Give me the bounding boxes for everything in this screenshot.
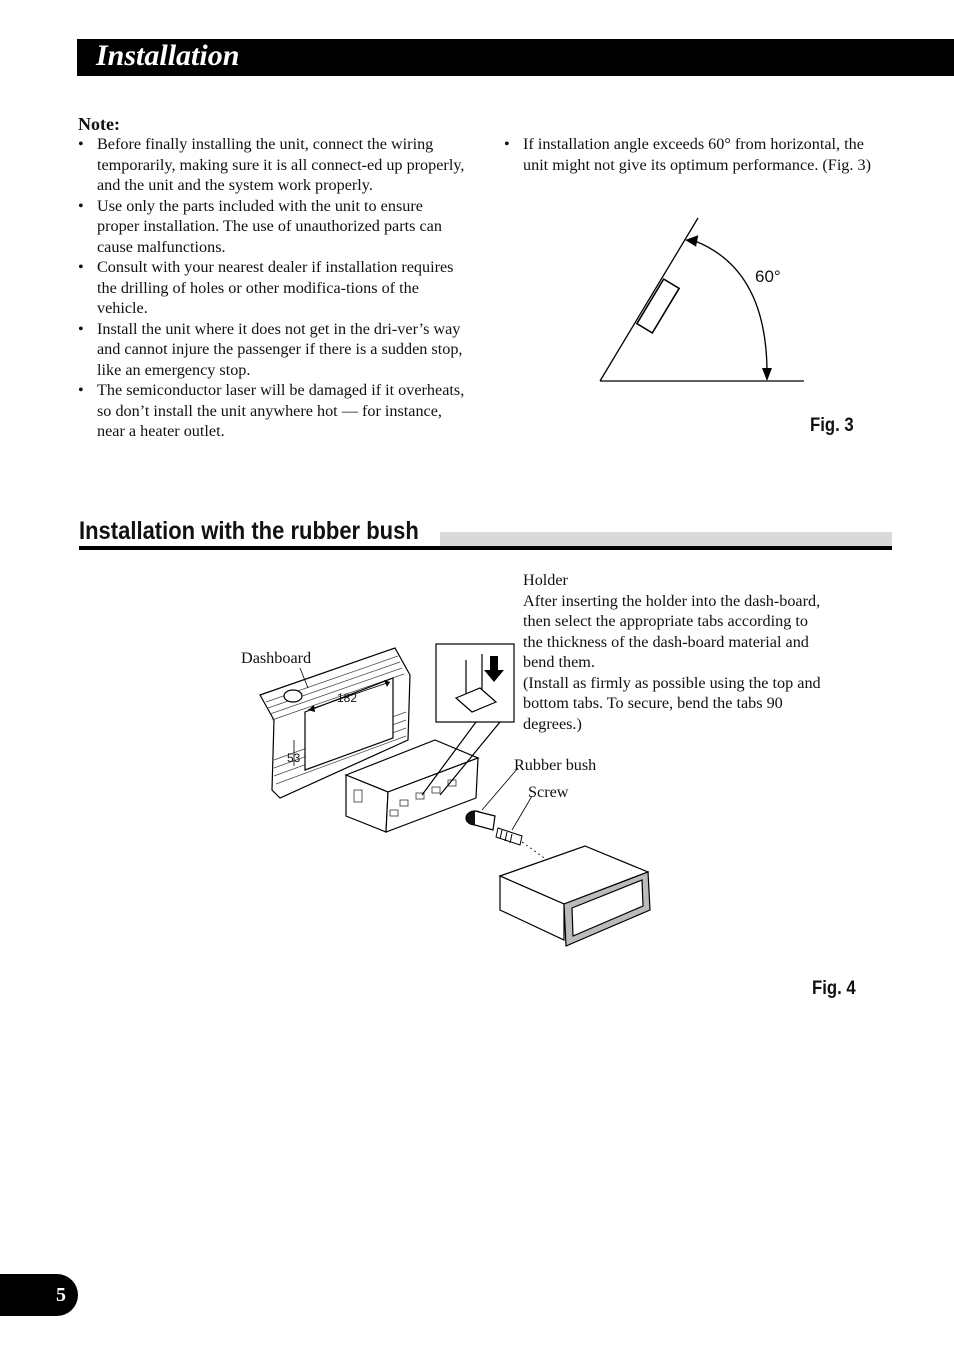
fig3-angle-diagram: [590, 210, 820, 395]
note-label: Note:: [78, 114, 120, 134]
fig4-caption: Fig. 4: [812, 978, 856, 999]
holder-note: (Install as firmly as possible using the top and bottom tabs. To secure, bend the tabs 90 degrees.): [523, 673, 821, 733]
head-unit: [500, 846, 650, 946]
fig3-caption: Fig. 3: [810, 415, 854, 436]
unit-rectangle: [637, 279, 679, 333]
note-bullet: • Install the unit where it does not get in the dri-ver’s way and cannot injure the passenger if there is a sudden stop, like an emergency stop.: [78, 319, 468, 381]
note-list-left: [78, 134, 468, 442]
holder-description: After inserting the holder into the dash-board, then select the appropriate tabs according to the thickness of the dash-board material and bend them.: [523, 591, 821, 671]
note-bullet: • Before finally installing the unit, connect the wiring temporarily, making sure it is all connect-ed up properly, and the unit and the system work properly.: [78, 134, 468, 196]
section-band: [440, 532, 892, 546]
screw: [496, 828, 522, 845]
dimension-width: 182: [337, 691, 358, 705]
screw-label: Screw: [528, 783, 569, 801]
section-title: Installation with the rubber bush: [79, 517, 419, 545]
note-bullet: • Use only the parts included with the unit to ensure proper installation. The use of unauthorized parts can cause malfunctions.: [78, 196, 468, 258]
fig4-installation-diagram: [250, 640, 670, 960]
rubber-bush: [466, 811, 495, 830]
rubber-bush-label: Rubber bush: [514, 756, 597, 774]
note-bullet-angle: • If installation angle exceeds 60° from horizontal, the unit might not give its optimum performance. (Fig. 3): [504, 134, 889, 175]
dashboard-label: Dashboard: [241, 649, 312, 667]
angle-arc: [695, 241, 767, 376]
holder-title: Holder: [523, 571, 568, 589]
note-bullet: • Consult with your nearest dealer if installation requires the drilling of holes or other modifica-tions of the vehicle.: [78, 257, 468, 319]
angle-label: 60°: [755, 267, 781, 286]
note-bullet: • The semiconductor laser will be damaged if it overheats, so don’t install the unit anywhere hot — for instance, near a heater outlet.: [78, 380, 468, 442]
dimension-height: 53: [287, 751, 301, 765]
incline-line: [600, 218, 698, 381]
page-number: 5: [56, 1284, 66, 1306]
page-title: Installation: [96, 39, 240, 72]
note-list-right: [504, 134, 889, 175]
